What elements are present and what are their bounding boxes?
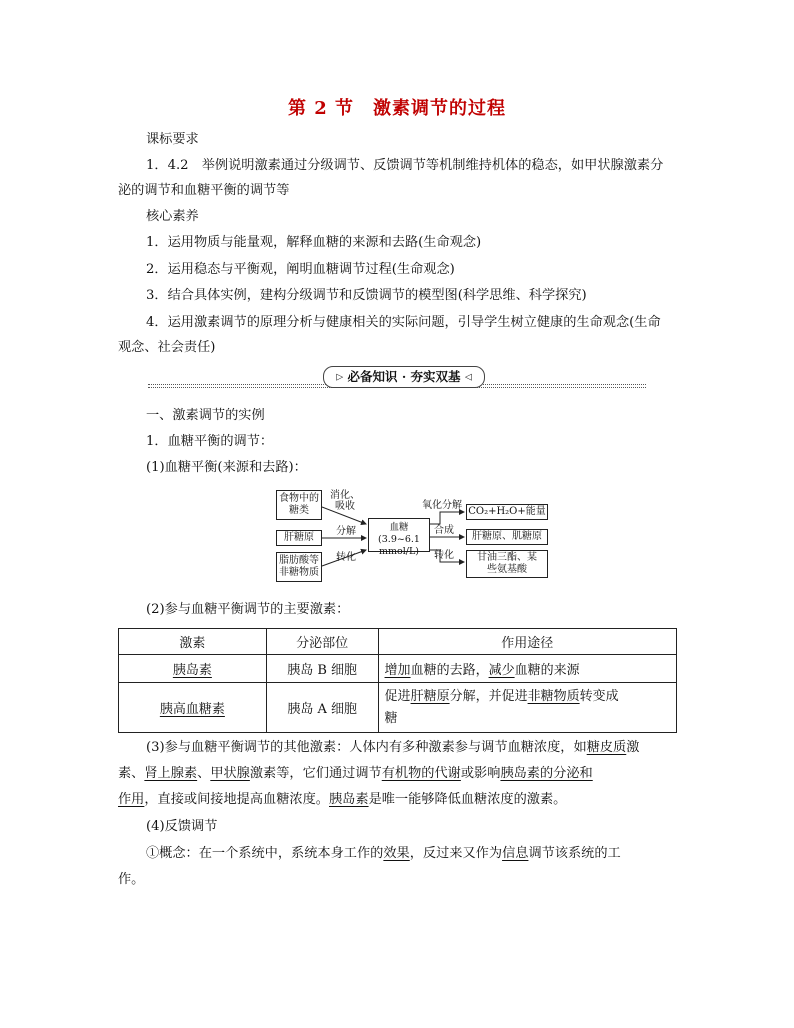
answer-decrease: 减少: [488, 663, 515, 678]
para3-text: 激素等，它们通过调节: [249, 766, 382, 781]
source-food-line1: 食物中的: [279, 493, 319, 504]
para3-line1: [146, 736, 639, 760]
answer-insulin-only: 胰岛素: [329, 792, 369, 807]
table-cell-action: [378, 655, 676, 683]
answer-glucagon: 胰高血糖素: [159, 702, 225, 717]
out-fat-line1: 甘油三酯、某: [477, 552, 537, 563]
action-text-1: 血糖的去路，: [410, 663, 489, 678]
source-food-line2: 糖类: [289, 505, 309, 516]
banner-pill: [323, 366, 485, 388]
para3-text: 是唯一能够降低血糖浓度的激素。: [368, 792, 567, 807]
out-arrow-convert-label: 转化: [434, 550, 454, 561]
core-item-1: 1．运用物质与能量观，解释血糖的来源和去路(生命观念): [146, 235, 482, 250]
out-arrow-oxidize-label: 氧化分解: [422, 500, 462, 511]
section1-sub1: 1．血糖平衡的调节：: [146, 434, 274, 449]
answer-adrenaline: 肾上腺素: [144, 766, 198, 781]
para4-heading: (4)反馈调节: [146, 819, 218, 834]
source-non-sugar-line2: 非糖物质: [279, 567, 319, 578]
answer-glucocorticoid: 糖皮质: [586, 740, 627, 755]
table-row: [119, 655, 677, 683]
answer-effect: 效果: [383, 846, 410, 861]
core-item-4-line2: 观念、社会责任): [118, 340, 216, 355]
curriculum-requirement-line1: 1．4.2 举例说明激素通过分级调节、反馈调节等机制维持机体的稳态，如甲状腺激素分: [146, 158, 664, 173]
back-icon: ◁: [464, 372, 472, 383]
action-text-6: 糖: [384, 710, 398, 726]
answer-information: 信息: [502, 846, 529, 861]
action-text-5: 转变成: [579, 688, 619, 704]
arrow-digest-label: [330, 490, 360, 512]
table-cell-site: 胰岛 B 细胞: [266, 655, 378, 683]
center-line1: 血糖(3.9~6.1: [378, 522, 420, 545]
arrow-decompose-label: 分解: [336, 526, 356, 537]
para3-line2: [118, 762, 593, 786]
source-liver-glycogen-label: 肝糖原: [284, 532, 314, 543]
source-non-sugar-line1: 脂肪酸等: [279, 555, 319, 566]
center-line2: mmol/L): [379, 546, 419, 557]
out-arrow-synthesize-label: 合成: [434, 525, 454, 536]
curriculum-heading: 课标要求: [146, 132, 199, 147]
out-energy-label: CO₂+H₂O+能量: [468, 506, 546, 517]
table-header-hormone: 激素: [119, 629, 267, 655]
source-food-sugar-box: [276, 490, 322, 520]
answer-insulin: 胰岛素: [172, 663, 212, 678]
answer-organic-metabolism: 有机物的代谢: [381, 766, 461, 781]
table-header-action: 作用途径: [378, 629, 676, 655]
out-glycogen-label: 肝糖原、肌糖原: [472, 531, 542, 542]
answer-liver-glycogen: 肝糖原: [410, 688, 450, 704]
answer-non-sugar: 非糖物质: [527, 688, 580, 704]
arrow-digest-line1: 消化、: [330, 490, 360, 501]
para4-text: ，反过来又作为: [409, 846, 503, 861]
section1-sub1-1: (1)血糖平衡(来源和去路)：: [146, 460, 307, 475]
hormone-table: [118, 628, 677, 733]
out-glycogen-box: [466, 529, 548, 545]
table-cell-hormone: [119, 683, 267, 733]
para3-text: 、: [197, 766, 211, 781]
para4-text: 调节该系统的工: [528, 846, 621, 861]
para3-text: 或影响: [460, 766, 501, 781]
out-fat-box: [466, 550, 548, 578]
section-banner: [148, 366, 646, 390]
curriculum-requirement-line2: 泌的调节和血糖平衡的调节等: [118, 183, 290, 198]
section1-heading: 一、激素调节的实例: [146, 408, 265, 423]
table-row: [119, 683, 677, 733]
para4-line2: 作。: [118, 872, 145, 887]
core-item-2: 2．运用稳态与平衡观，阐明血糖调节过程(生命观念): [146, 262, 455, 277]
source-liver-glycogen-box: [276, 530, 322, 546]
para3-line3: [118, 788, 566, 812]
para4-line1: [146, 842, 621, 866]
action-text-2: 血糖的来源: [514, 663, 580, 678]
para4-text: ①概念：在一个系统中，系统本身工作的: [146, 846, 384, 861]
source-non-sugar-box: [276, 552, 322, 582]
core-item-3: 3．结合具体实例，建构分级调节和反馈调节的模型图(科学思维、科学探究): [146, 288, 587, 303]
para3-text: ，直接或间接地提高血糖浓度。: [144, 792, 329, 807]
blood-sugar-diagram: [272, 484, 554, 584]
answer-insulin-secretion: 胰岛素的分泌和: [500, 766, 593, 781]
action-text-4: 分解，并促进: [449, 688, 528, 704]
para3-text: 激: [626, 740, 640, 755]
play-icon: ▷: [336, 372, 344, 383]
para3-text: 素、: [118, 766, 145, 781]
arrow-digest-line2: 吸收: [335, 501, 355, 512]
answer-increase: 增加: [384, 663, 411, 678]
core-heading: 核心素养: [146, 209, 199, 224]
table-cell-site: 胰岛 A 细胞: [266, 683, 378, 733]
answer-thyroid: 甲状腺: [210, 766, 250, 781]
para3-text: (3)参与血糖平衡调节的其他激素：人体内有多种激素参与调节血糖浓度，如: [146, 740, 587, 755]
section1-sub1-2: (2)参与血糖平衡调节的主要激素：: [146, 602, 350, 617]
table-cell-hormone: [119, 655, 267, 683]
out-energy-box: [466, 504, 548, 520]
table-cell-action: [378, 683, 676, 733]
out-fat-line2: 些氨基酸: [487, 564, 527, 575]
action-text-3: 促进: [384, 688, 411, 704]
blood-sugar-center-box: [368, 518, 430, 557]
page-title: 第 2 节 激素调节的过程: [287, 98, 507, 119]
answer-action: 作用: [118, 792, 145, 807]
arrow-convert-label: 转化: [336, 552, 356, 563]
table-header-row: [119, 629, 677, 655]
banner-label: 必备知识 · 夯实双基: [347, 369, 461, 384]
core-item-4-line1: 4．运用激素调节的原理分析与健康相关的实际问题，引导学生树立健康的生命观念(生命: [146, 315, 661, 330]
table-header-site: 分泌部位: [266, 629, 378, 655]
